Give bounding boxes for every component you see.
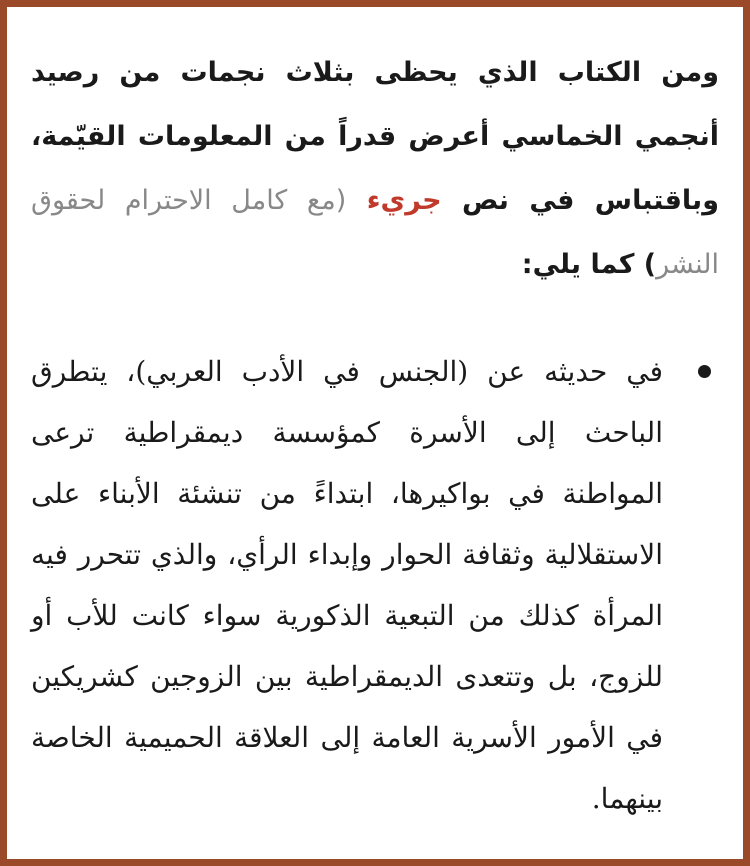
bold-link[interactable]: جريء <box>366 185 442 216</box>
intro-space <box>346 185 366 216</box>
copyright-note: (مع كامل الاحترام لحقوق النشر <box>31 185 719 280</box>
intro-ending: ) كما يلي: <box>521 249 657 280</box>
list-item <box>31 341 719 829</box>
bullet-list <box>31 341 719 829</box>
list-item-text: في حديثه عن (الجنس في الأدب العربي)، يتطرق الباحث إلى الأسرة كمؤسسة ديمقراطية ترعى المواطنة في بواكيرها، ابتداءً من تنشئة الأبناء على الاستقلالية وثقافة الحوار وإبداء الرأي، والذي تتحرر فيه المرأة كذلك من التبعية الذكورية سواء كانت للأب أو للزوج، بل وتتعدى الديمقراطية بين الزوجين كشريكين في الأمور الأسرية العامة إلى العلاقة الحميمية الخاصة بينهما. <box>31 355 663 815</box>
intro-paragraph <box>31 41 719 297</box>
article-content <box>31 41 719 829</box>
intro-text: ومن الكتاب الذي يحظى بثلاث نجمات من رصيد أنجمي الخماسي أعرض قدراً من المعلومات القيّمة، وباقتباس في نص <box>31 57 719 216</box>
bullet-dot-icon <box>698 365 711 378</box>
